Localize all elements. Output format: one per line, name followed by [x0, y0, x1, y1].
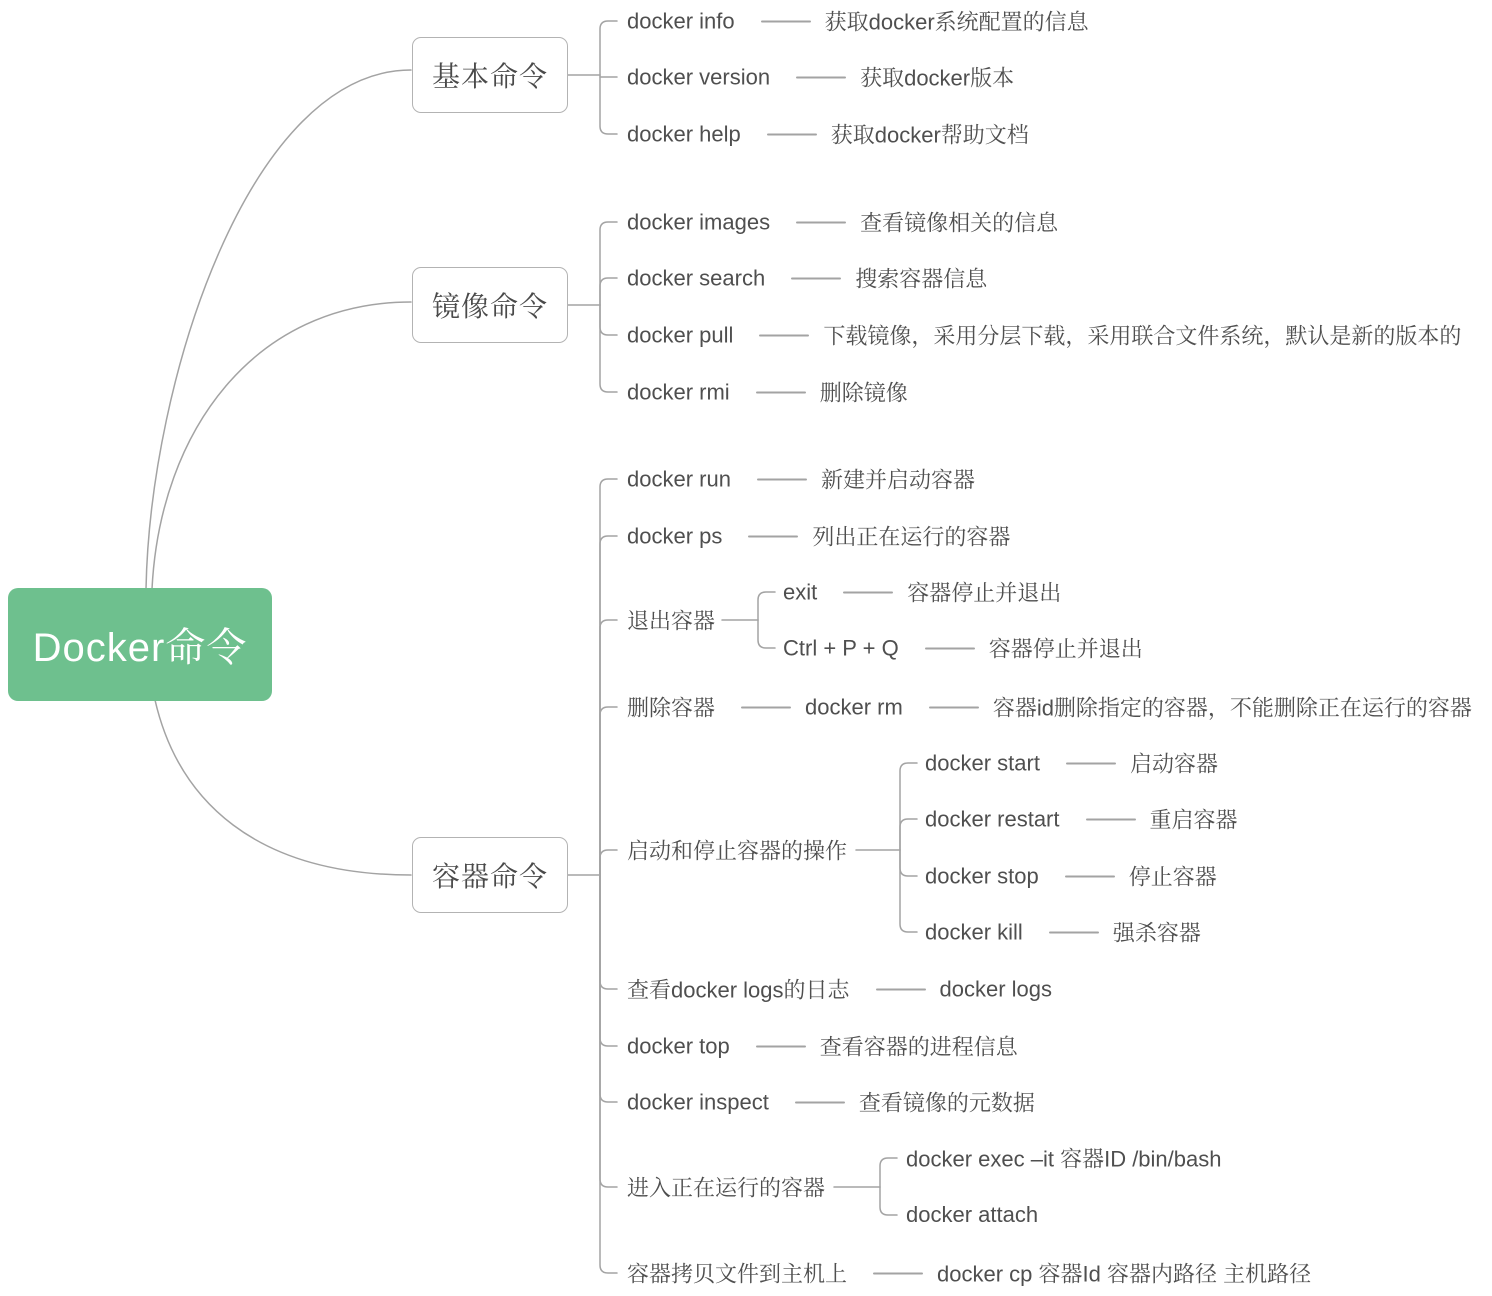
topic-exit[interactable]: exit [783, 579, 818, 604]
desc-docker-help[interactable]: 获取docker帮助文档 [830, 122, 1029, 148]
desc-docker-search[interactable]: 搜索容器信息 [855, 266, 988, 292]
desc-exit[interactable]: 容器停止并退出 [907, 580, 1062, 606]
topic-start-stop-operations[interactable]: 启动和停止容器的操作 [627, 838, 848, 864]
topic-docker-exec[interactable]: docker exec –it 容器ID /bin/bash [906, 1146, 1222, 1172]
topic-docker-rmi[interactable]: docker rmi [627, 379, 730, 404]
topic-enter-running-container[interactable]: 进入正在运行的容器 [627, 1175, 826, 1201]
connector-dash [741, 706, 791, 708]
topic-docker-help[interactable]: docker help [627, 121, 741, 146]
edge-root-basic [146, 70, 411, 589]
connector-dash [1066, 762, 1116, 764]
connector-dash [759, 334, 809, 336]
connector-dash [843, 591, 893, 593]
desc-docker-version[interactable]: 获取docker版本 [860, 65, 1015, 91]
edge-root-container [155, 700, 411, 875]
connector-dash [767, 133, 817, 135]
topic-docker-images[interactable]: docker images [627, 209, 771, 234]
topic-docker-version[interactable]: docker version [627, 64, 771, 89]
topic-docker-top[interactable]: docker top [627, 1033, 730, 1058]
desc-docker-inspect[interactable]: 查看镜像的元数据 [858, 1090, 1035, 1116]
desc-docker-cp[interactable]: docker cp 容器Id 容器内路径 主机路径 [937, 1261, 1312, 1287]
topic-copy-file-to-host[interactable]: 容器拷贝文件到主机上 [627, 1261, 848, 1287]
connector-dash [796, 76, 846, 78]
topic-view-docker-logs[interactable]: 查看docker logs的日志 [627, 977, 850, 1003]
connector-dash [929, 706, 979, 708]
connector-dash [795, 1101, 845, 1103]
desc-docker-start[interactable]: 启动容器 [1129, 751, 1218, 777]
topic-docker-kill[interactable]: docker kill [925, 919, 1023, 944]
root-node-docker-commands[interactable]: Docker命令 [8, 588, 272, 701]
topic-docker-run[interactable]: docker run [627, 466, 731, 491]
desc-docker-restart[interactable]: 重启容器 [1149, 807, 1238, 833]
desc-docker-stop[interactable]: 停止容器 [1128, 864, 1217, 890]
topic-docker-search[interactable]: docker search [627, 265, 766, 290]
topic-docker-info[interactable]: docker info [627, 8, 735, 33]
connector-dash [873, 1272, 923, 1274]
branch-node-container-commands[interactable]: 容器命令 [412, 837, 568, 913]
desc-docker-logs[interactable]: docker logs [939, 976, 1053, 1001]
desc-ctrl-p-q[interactable]: 容器停止并退出 [988, 636, 1143, 662]
branch-node-image-commands[interactable]: 镜像命令 [412, 267, 568, 343]
topic-docker-ps[interactable]: docker ps [627, 523, 723, 548]
connector-dash [791, 277, 841, 279]
connector-dash [796, 221, 846, 223]
edge-root-image [152, 302, 411, 589]
connector-dash [756, 1045, 806, 1047]
connector-dash [1086, 818, 1136, 820]
desc-docker-info[interactable]: 获取docker系统配置的信息 [824, 9, 1089, 35]
desc-docker-ps[interactable]: 列出正在运行的容器 [812, 524, 1011, 550]
desc-docker-top[interactable]: 查看容器的进程信息 [819, 1034, 1018, 1060]
desc-docker-rmi[interactable]: 删除镜像 [819, 380, 908, 406]
topic-exit-container[interactable]: 退出容器 [627, 608, 716, 634]
desc-docker-pull[interactable]: 下载镜像，采用分层下载，采用联合文件系统，默认是新的版本的 [823, 323, 1462, 349]
topic-ctrl-p-q[interactable]: Ctrl + P + Q [783, 635, 899, 660]
topic-docker-inspect[interactable]: docker inspect [627, 1089, 769, 1114]
topic-delete-container[interactable]: 删除容器 [627, 695, 716, 721]
desc-docker-run[interactable]: 新建并启动容器 [820, 467, 975, 493]
connector-dash [756, 391, 806, 393]
connector-dash [1065, 875, 1115, 877]
topic-docker-stop[interactable]: docker stop [925, 863, 1039, 888]
connector-dash [1049, 931, 1099, 933]
topic-docker-restart[interactable]: docker restart [925, 806, 1060, 831]
desc-docker-images[interactable]: 查看镜像相关的信息 [860, 210, 1059, 236]
branch-node-basic-commands[interactable]: 基本命令 [412, 37, 568, 113]
connector-dash [757, 478, 807, 480]
desc-docker-rm[interactable]: 容器id删除指定的容器，不能删除正在运行的容器 [992, 695, 1472, 721]
topic-docker-pull[interactable]: docker pull [627, 322, 734, 347]
desc-docker-kill[interactable]: 强杀容器 [1112, 920, 1201, 946]
connector-dash [925, 647, 975, 649]
topic-docker-rm[interactable]: docker rm [805, 694, 903, 719]
topic-docker-attach[interactable]: docker attach [906, 1202, 1039, 1227]
topic-docker-start[interactable]: docker start [925, 750, 1040, 775]
connector-dash [761, 20, 811, 22]
connector-dash [748, 535, 798, 537]
connector-dash [876, 988, 926, 990]
